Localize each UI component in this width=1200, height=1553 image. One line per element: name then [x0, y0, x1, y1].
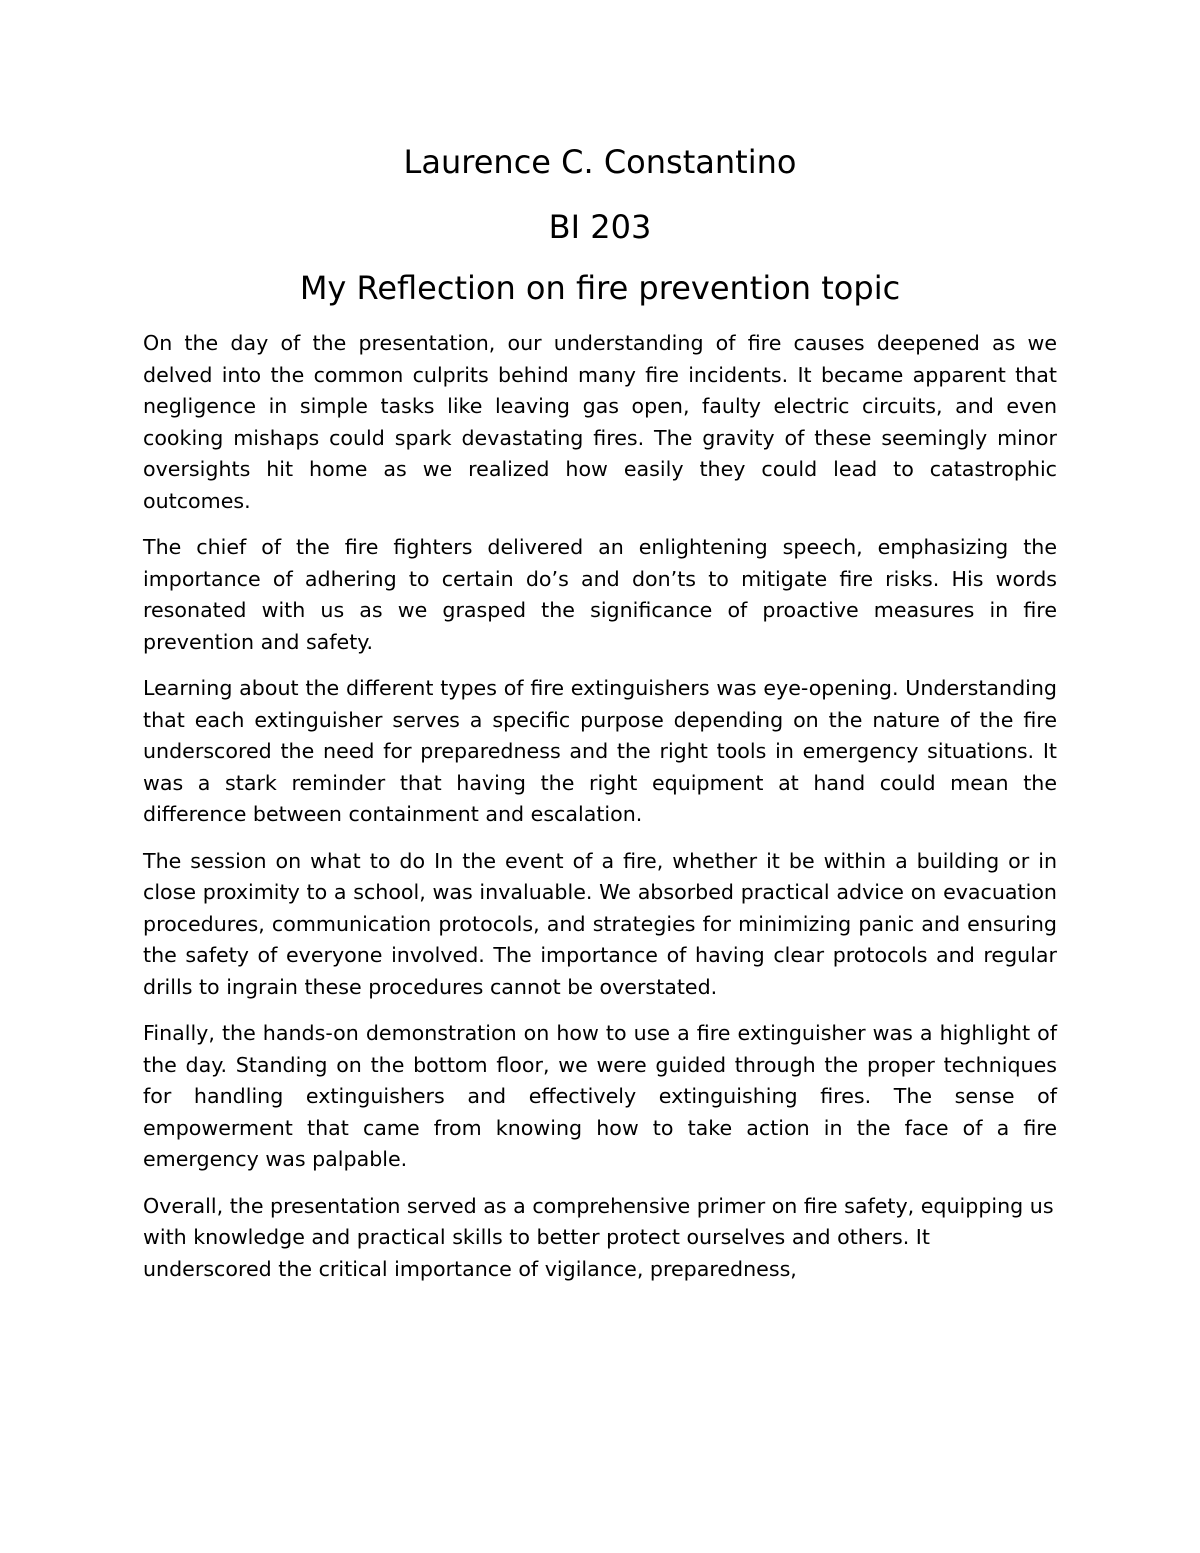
paragraph: Finally, the hands-on demonstration on how to use a fire extinguisher was a highlight of the day. Standing on the bottom floor, we were guided through the proper techniques for handling extinguishers and effectively extinguishing fires. The sense of empowerment that came from knowing how to take action in the face of a fire emergency was palpable.: [143, 1021, 1057, 1171]
course-code: BI 203: [548, 208, 652, 246]
document-body: [143, 328, 1057, 1300]
paragraph: The session on what to do In the event of a fire, whether it be within a building or in close proximity to a school, was invaluable. We absorbed practical advice on evacuation procedures, communication protocols, and strategies for minimizing panic and ensuring the safety of everyone involved. The importance of having clear protocols and regular drills to ingrain these procedures cannot be overstated.: [143, 848, 1057, 999]
paragraph: Learning about the different types of fire extinguishers was eye-opening. Understanding that each extinguisher serves a specific purpose depending on the nature of the fire underscored the need for preparedness and the right tools in emergency situations. It was a stark reminder that having the right equipment at hand could mean the difference between containment and escalation.: [143, 676, 1057, 826]
paragraph: Overall, the presentation served as a comprehensive primer on fire safety, equipping us with knowledge and practical skills to better protect ourselves and others. It underscored the critical importance of vigilance, preparedness,: [143, 1193, 1054, 1281]
paragraph: The chief of the fire fighters delivered an enlightening speech, emphasizing the importance of adhering to certain do’s and don’ts to mitigate fire risks. His words resonated with us as we grasped the significance of proactive measures in fire prevention and safety.: [143, 535, 1057, 654]
paragraph: On the day of the presentation, our understanding of fire causes deepened as we delved into the common culprits behind many fire incidents. It became apparent that negligence in simple tasks like leaving gas open, faulty electric circuits, and even cooking mishaps could spark devastating fires. The gravity of these seemingly minor oversights hit home as we realized how easily they could lead to catastrophic outcomes.: [143, 331, 1057, 513]
document-title: My Reflection on fire prevention topic: [299, 269, 901, 307]
author-name: Laurence C. Constantino: [403, 143, 797, 181]
